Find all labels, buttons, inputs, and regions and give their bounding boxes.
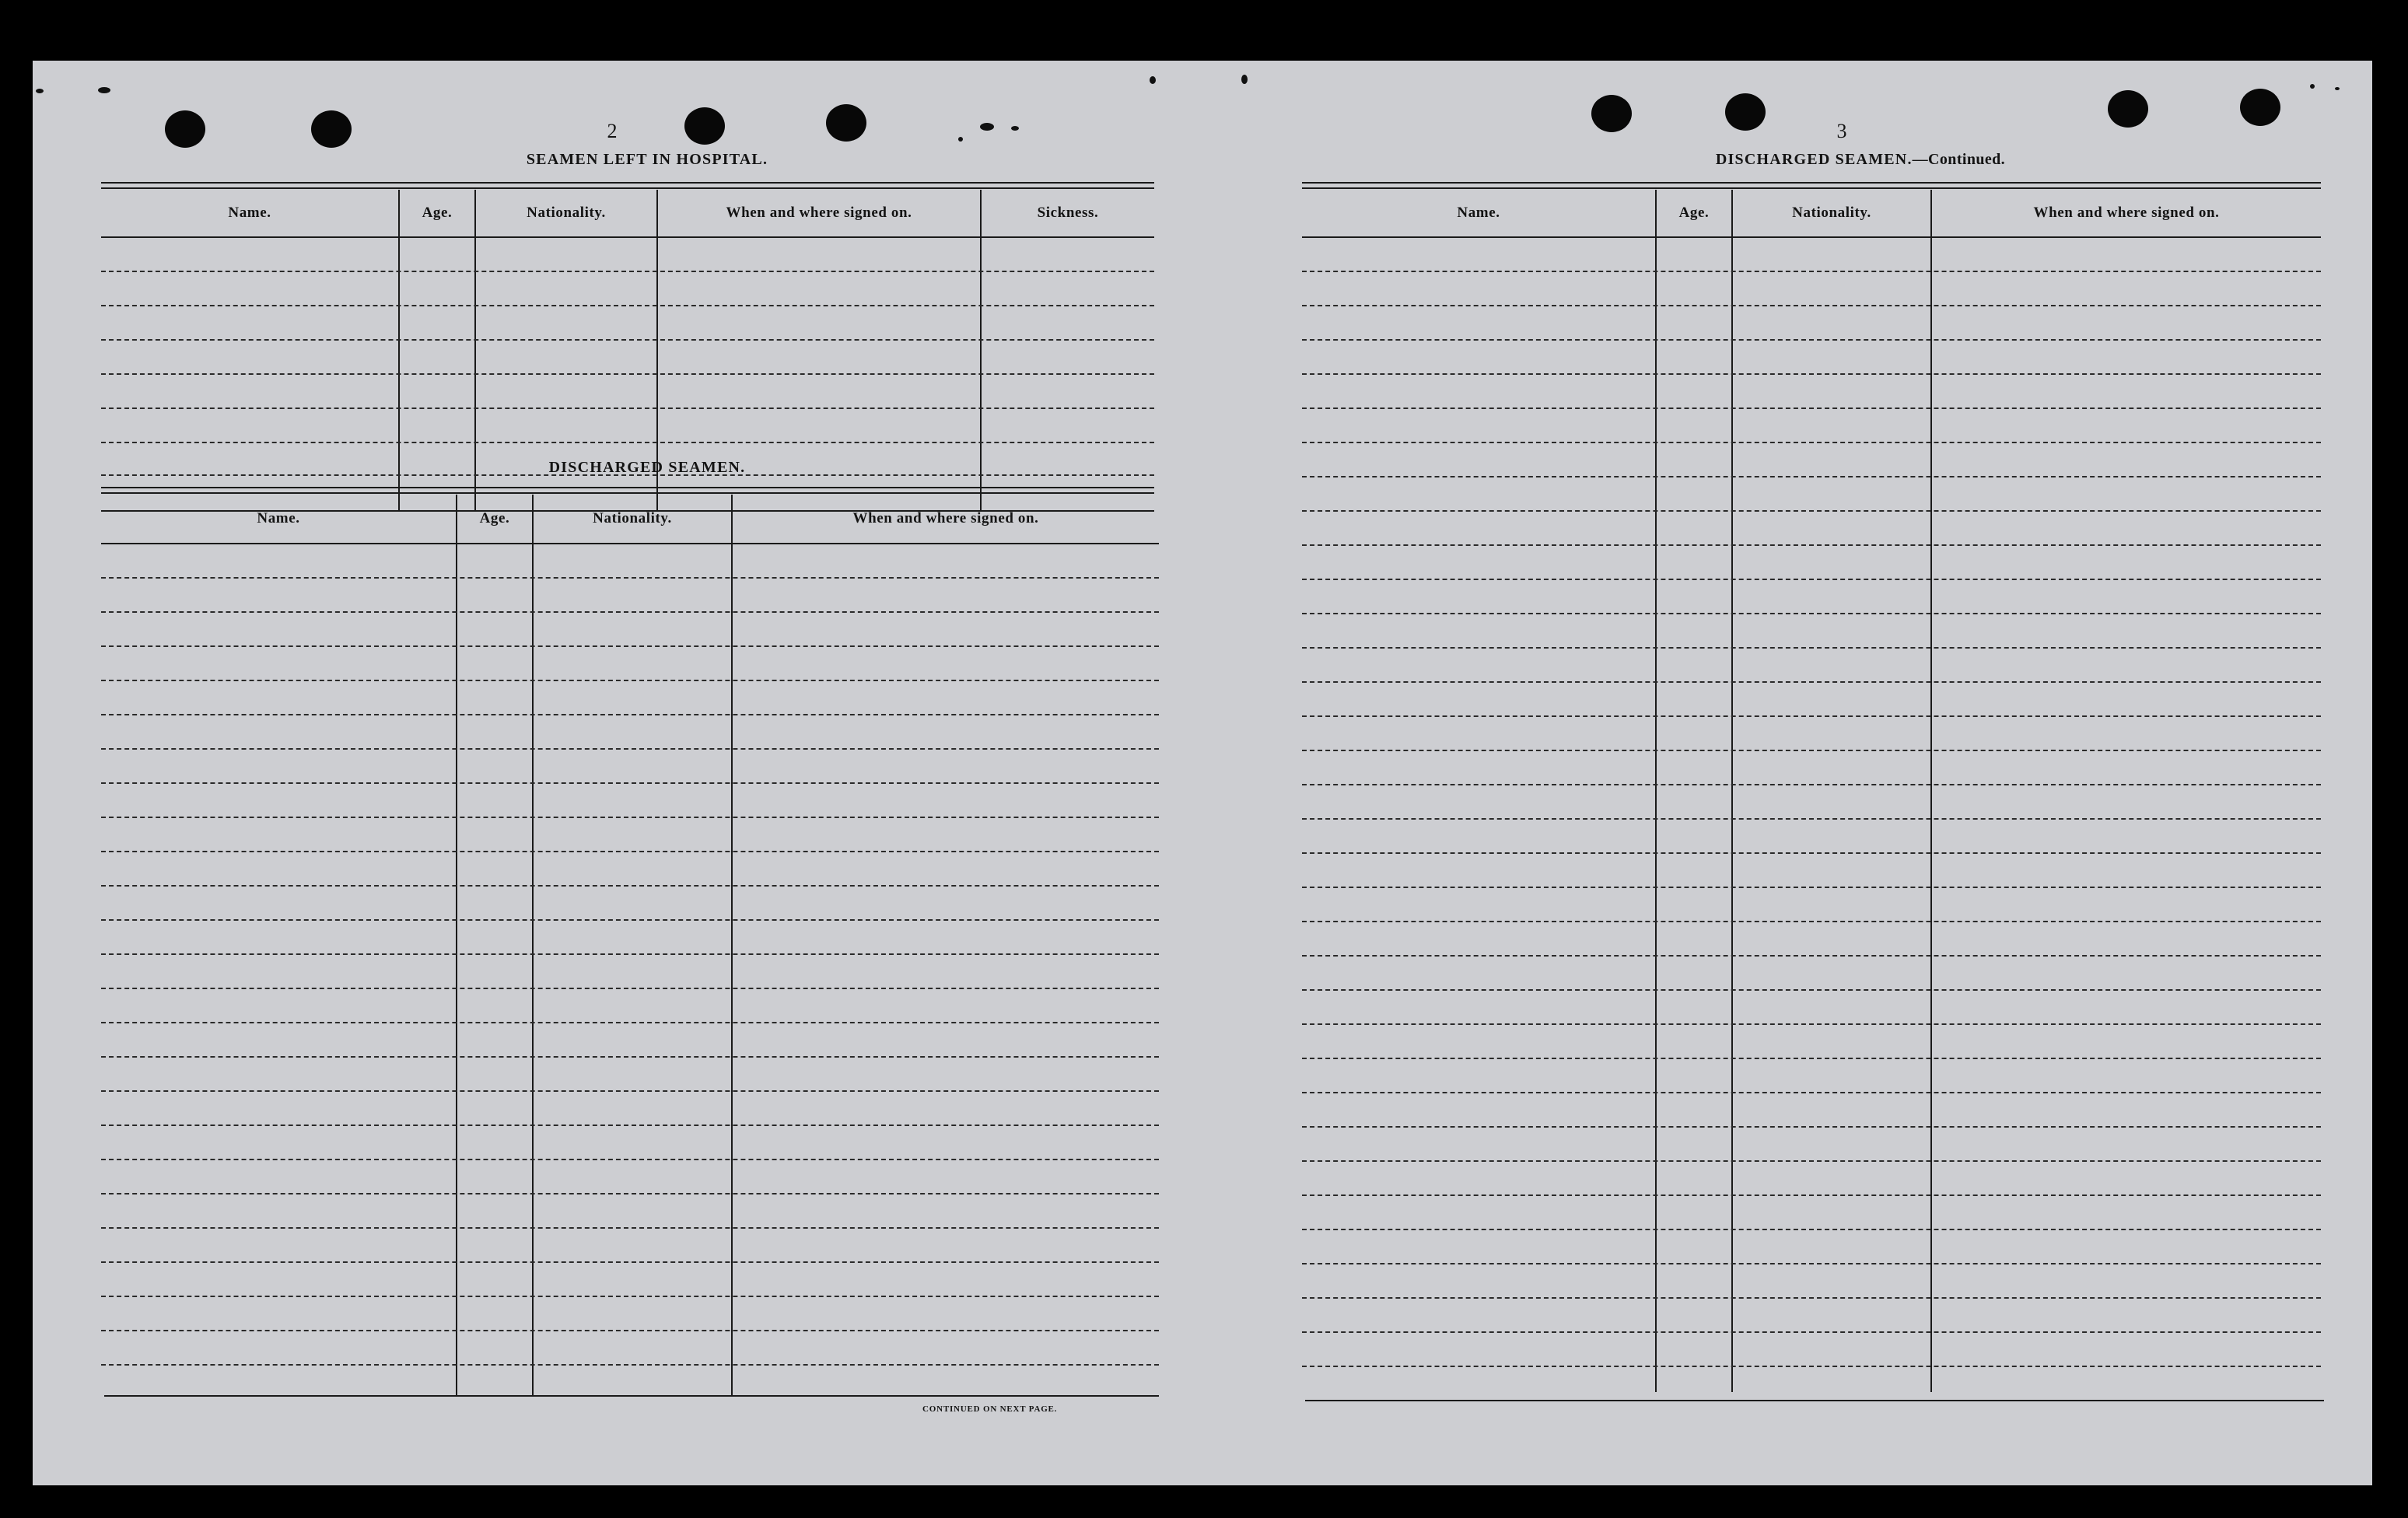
column-header-signed-on: When and where signed on. [2033, 205, 2220, 221]
column-header-name: Name. [228, 205, 271, 221]
entry-line [1302, 887, 2321, 888]
entry-line [101, 442, 1154, 443]
discharged-continued-table [1302, 190, 2321, 1392]
ink-speck [98, 87, 110, 93]
entry-line [1302, 1023, 2321, 1025]
entry-line [1302, 407, 2321, 409]
discharged-table [101, 495, 1159, 1395]
entry-line [101, 748, 1159, 750]
punch-hole [1725, 93, 1766, 131]
entry-line [101, 1261, 1159, 1263]
entry-line [1302, 989, 2321, 991]
entry-line [1302, 784, 2321, 785]
entry-line [101, 339, 1154, 341]
punch-hole [684, 107, 725, 145]
top-double-rule [101, 182, 1154, 184]
entry-line [101, 611, 1159, 613]
entry-line [1302, 750, 2321, 751]
bottom-rule [1305, 1400, 2324, 1401]
entry-line [101, 1227, 1159, 1229]
entry-line [1302, 476, 2321, 477]
entry-line [101, 953, 1159, 955]
top-double-rule [1302, 182, 2321, 184]
ink-speck [1011, 126, 1019, 131]
page-number: 3 [1836, 120, 1847, 142]
left-page [33, 61, 1230, 1485]
entry-line [1302, 852, 2321, 854]
entry-line [1302, 271, 2321, 272]
entry-line [1302, 579, 2321, 580]
column-divider [398, 190, 400, 510]
column-header-nationality: Nationality. [527, 205, 606, 221]
entry-line [1302, 442, 2321, 443]
table-header-row [1302, 190, 2321, 238]
entry-line [1302, 1058, 2321, 1059]
entry-line [101, 714, 1159, 715]
table-header-row [101, 495, 1159, 544]
entry-line [101, 851, 1159, 852]
hospital-section-title: SEAMEN LEFT IN HOSPITAL. [526, 151, 768, 168]
column-header-age: Age. [479, 510, 510, 526]
entry-line [1302, 647, 2321, 649]
document-sheet [33, 61, 2372, 1485]
entry-line [1302, 1331, 2321, 1333]
entry-line [1302, 1160, 2321, 1162]
right-page [1230, 61, 2372, 1485]
column-header-name: Name. [1457, 205, 1500, 221]
discharged-title-suffix: —Continued. [1912, 151, 2006, 168]
entry-line [101, 1193, 1159, 1194]
entry-line [101, 645, 1159, 647]
top-double-rule [1302, 187, 2321, 189]
column-header-signed-on: When and where signed on. [726, 205, 912, 221]
entry-line [101, 919, 1159, 921]
entry-line [1302, 1229, 2321, 1230]
column-header-age: Age. [1678, 205, 1710, 221]
entry-line [101, 1090, 1159, 1092]
punch-hole [165, 110, 205, 148]
page-number: 2 [607, 120, 618, 142]
ink-speck [36, 89, 44, 93]
entry-line [1302, 1263, 2321, 1264]
punch-hole [2240, 89, 2280, 126]
discharged-continued-title [1619, 151, 2102, 169]
column-divider [1655, 190, 1657, 1392]
ink-speck [2310, 84, 2315, 89]
entry-line [101, 1056, 1159, 1058]
entry-line [101, 1022, 1159, 1023]
table-header-row [101, 190, 1154, 238]
column-header-name: Name. [257, 510, 300, 526]
entry-line [1302, 339, 2321, 341]
discharged-title-main: DISCHARGED SEAMEN. [1715, 151, 1913, 168]
entry-line [101, 1330, 1159, 1331]
ink-speck [1241, 75, 1248, 84]
column-header-nationality: Nationality. [593, 510, 672, 526]
entry-line [1302, 921, 2321, 922]
entry-line [101, 271, 1154, 272]
column-header-nationality: Nationality. [1792, 205, 1871, 221]
entry-line [1302, 613, 2321, 614]
entry-line [101, 1364, 1159, 1366]
entry-line [101, 988, 1159, 989]
entry-line [101, 407, 1154, 409]
entry-line [101, 817, 1159, 818]
entry-line [1302, 1297, 2321, 1299]
mid-double-rule [101, 492, 1154, 494]
entry-line [101, 680, 1159, 681]
column-divider [456, 495, 457, 1395]
entry-line [101, 1159, 1159, 1160]
column-divider [1930, 190, 1932, 1392]
bottom-rule [104, 1395, 1159, 1397]
entry-line [101, 373, 1154, 375]
ink-speck [1150, 76, 1156, 84]
entry-line [101, 1125, 1159, 1126]
column-divider [1731, 190, 1733, 1392]
ink-speck [958, 137, 963, 142]
entry-line [1302, 1194, 2321, 1196]
entry-line [101, 885, 1159, 887]
entry-line [101, 305, 1154, 306]
entry-line [1302, 510, 2321, 512]
entry-line [1302, 305, 2321, 306]
column-divider [532, 495, 534, 1395]
entry-line [1302, 1092, 2321, 1093]
entry-line [101, 782, 1159, 784]
entry-line [1302, 1366, 2321, 1367]
column-divider [980, 190, 982, 510]
discharged-section-title: DISCHARGED SEAMEN. [548, 459, 746, 476]
entry-line [1302, 681, 2321, 683]
column-divider [731, 495, 733, 1395]
column-header-age: Age. [422, 205, 453, 221]
entry-line [1302, 1126, 2321, 1128]
punch-hole [1591, 95, 1632, 132]
punch-hole [826, 104, 866, 142]
punch-hole [2108, 90, 2148, 128]
entry-line [1302, 373, 2321, 375]
entry-line [101, 1296, 1159, 1297]
column-header-sickness: Sickness. [1037, 205, 1099, 221]
entry-line [1302, 715, 2321, 717]
entry-line [1302, 544, 2321, 546]
top-double-rule [101, 187, 1154, 189]
entry-line [101, 577, 1159, 579]
column-header-signed-on: When and where signed on. [852, 510, 1039, 526]
entry-line [1302, 955, 2321, 957]
continued-footnote: CONTINUED ON NEXT PAGE. [922, 1404, 1058, 1414]
punch-hole [311, 110, 352, 148]
mid-double-rule [101, 487, 1154, 488]
ink-speck [980, 123, 994, 131]
entry-line [1302, 818, 2321, 820]
ink-speck [2335, 87, 2340, 90]
